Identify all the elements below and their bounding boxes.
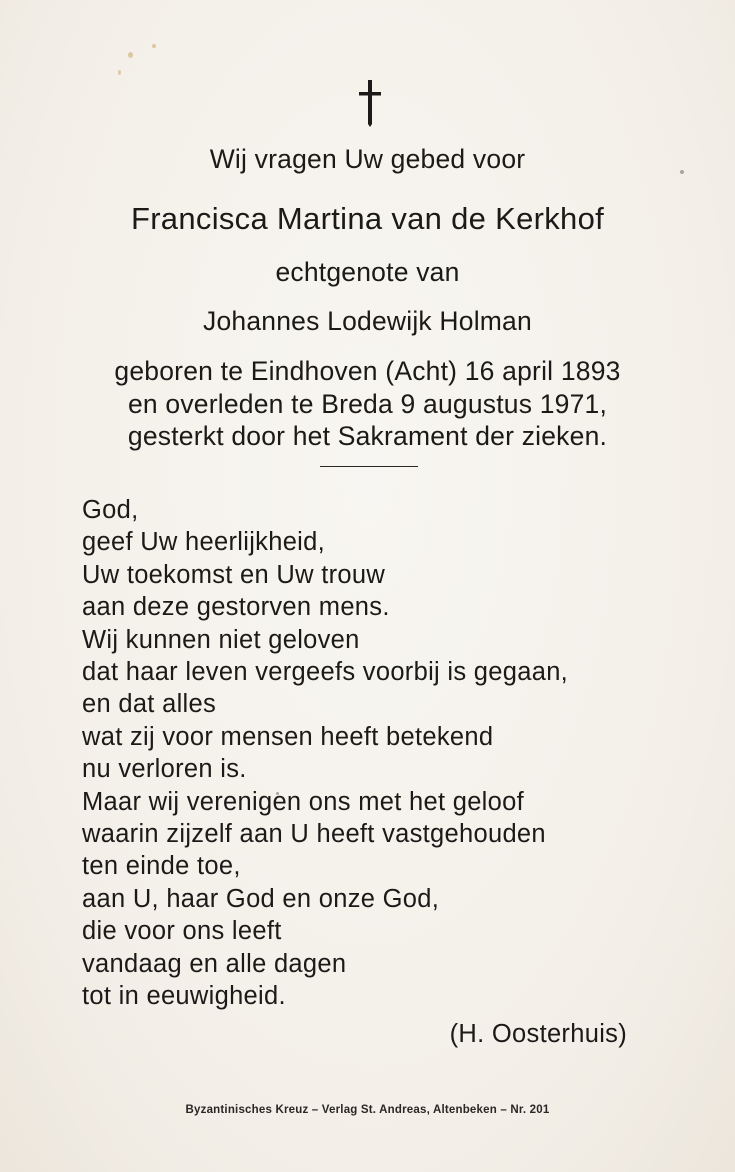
prayer-line: tot in eeuwigheid. [82,982,286,1011]
intro-text: Wij vragen Uw gebed voor [209,144,526,174]
divider [320,466,418,467]
sacrament-line: gesterkt door het Sakrament der zieken. [127,421,608,451]
birth-line: geboren te Eindhoven (Acht) 16 april 1893 [114,356,621,386]
prayer-line: waarin zijzelf aan U heeft vastgehouden [82,820,546,849]
paper-speck [128,52,133,58]
prayer-text [82,494,568,1013]
prayer-line: Wij kunnen niet geloven [82,625,360,654]
publisher-footer: Byzantinisches Kreuz – Verlag St. Andreas, Altenbeken – Nr. 201 [185,1104,550,1116]
prayer-line: wat zij voor mensen heeft betekend [82,722,494,751]
deceased-name: Francisca Martina van de Kerkhof [130,201,605,236]
cross-icon [352,78,388,128]
prayer-line: God, [82,496,139,524]
prayer-line: vandaag en alle dagen [82,949,347,978]
prayer-author: (H. Oosterhuis) [449,1020,627,1048]
prayer-line: Uw toekomst en Uw trouw [82,560,386,589]
spouse-name: Johannes Lodewijk Holman [203,306,532,336]
relation-text: echtgenote van [275,257,460,287]
prayer-line: en dat alles [82,690,217,719]
paper-speck [118,70,121,75]
prayer-line: Maar wij verenigen ons met het geloof [82,787,524,816]
prayer-line: dat haar leven vergeefs voorbij is gegaan, [82,658,569,687]
prayer-line: nu verloren is. [82,755,247,784]
prayer-line: geef Uw heerlijkheid, [82,528,326,557]
prayer-line: die voor ons leeft [82,917,282,946]
prayer-line: aan deze gestorven mens. [82,593,390,622]
prayer-line: ten einde toe, [82,852,241,881]
paper-speck [152,44,156,48]
prayer-line: aan U, haar God en onze God, [82,884,440,913]
death-line: en overleden te Breda 9 augustus 1971, [127,389,608,419]
